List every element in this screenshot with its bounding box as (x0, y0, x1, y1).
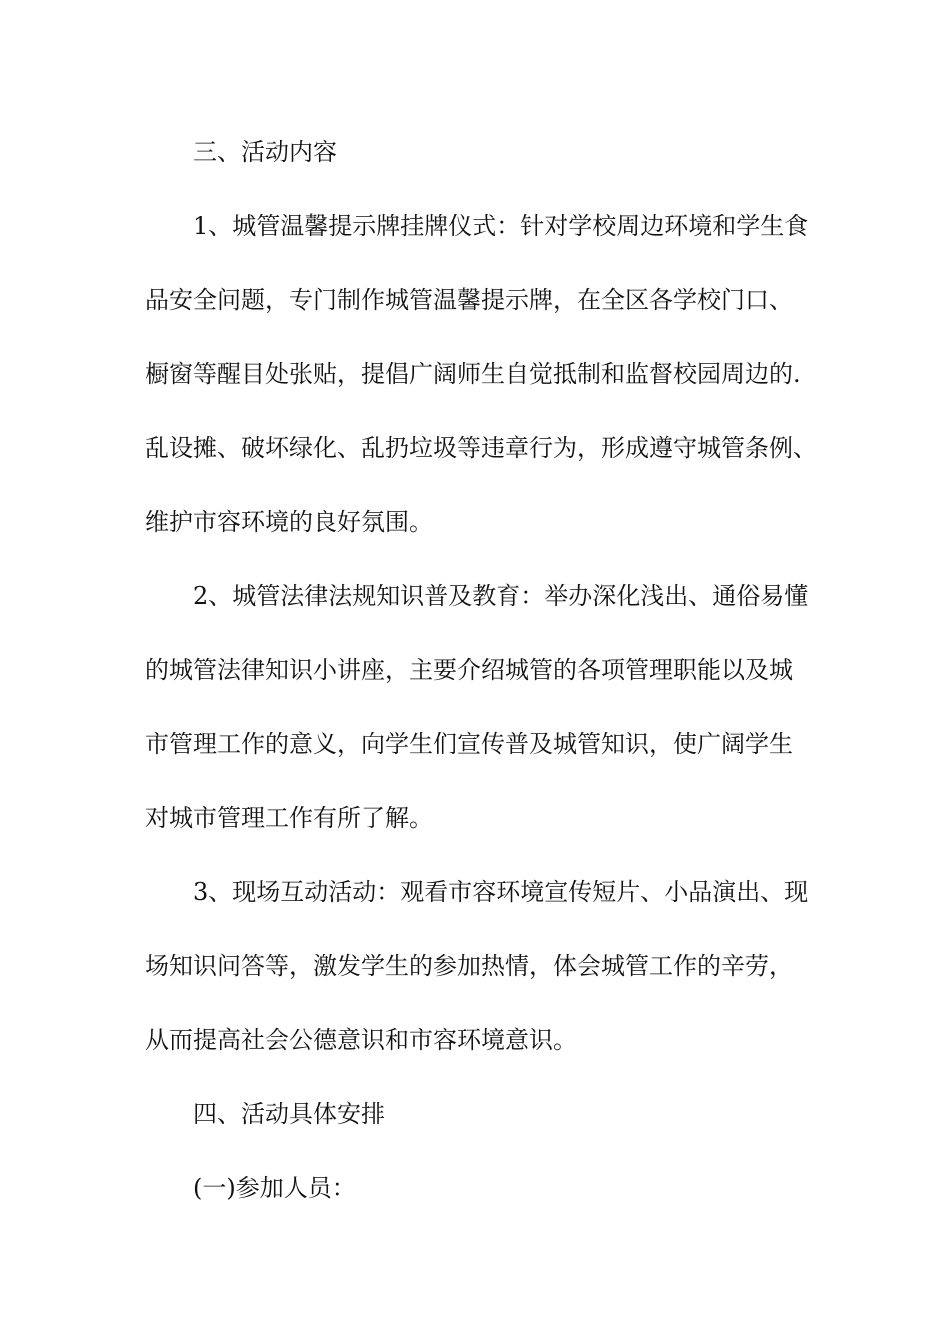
paragraph-line: 场知识问答等，激发学生的参加热情，体会城管工作的辛劳， (145, 952, 793, 980)
paragraph-line: 3、现场互动活动：观看市容环境宣传短片、小品演出、现 (193, 878, 809, 906)
paragraph-line: 品安全问题，专门制作城管温馨提示牌，在全区各学校门口、 (145, 286, 793, 314)
paragraph-line: 从而提高社会公德意识和市容环境意识。 (145, 1026, 577, 1054)
paragraph-line: 橱窗等醒目处张贴，提倡广阔师生自觉抵制和监督校园周边的. (145, 360, 801, 388)
section-heading-activity-content: 三、活动内容 (193, 138, 337, 166)
paragraph-line: 对城市管理工作有所了解。 (145, 804, 433, 832)
paragraph-line: 2、城管法律法规知识普及教育：举办深化浅出、通俗易懂 (193, 582, 809, 610)
paragraph-line: 1、城管温馨提示牌挂牌仪式：针对学校周边环境和学生食 (193, 212, 809, 240)
paragraph-line: 乱设摊、破坏绿化、乱扔垃圾等违章行为，形成遵守城管条例、 (145, 434, 817, 462)
paragraph-line: 的城管法律知识小讲座，主要介绍城管的各项管理职能以及城 (145, 656, 793, 684)
section-heading-activity-arrangement: 四、活动具体安排 (193, 1100, 385, 1128)
subsection-heading-participants: (一)参加人员： (193, 1174, 356, 1202)
paragraph-line: 市管理工作的意义，向学生们宣传普及城管知识，使广阔学生 (145, 730, 793, 758)
paragraph-line: 维护市容环境的良好氛围。 (145, 508, 433, 536)
